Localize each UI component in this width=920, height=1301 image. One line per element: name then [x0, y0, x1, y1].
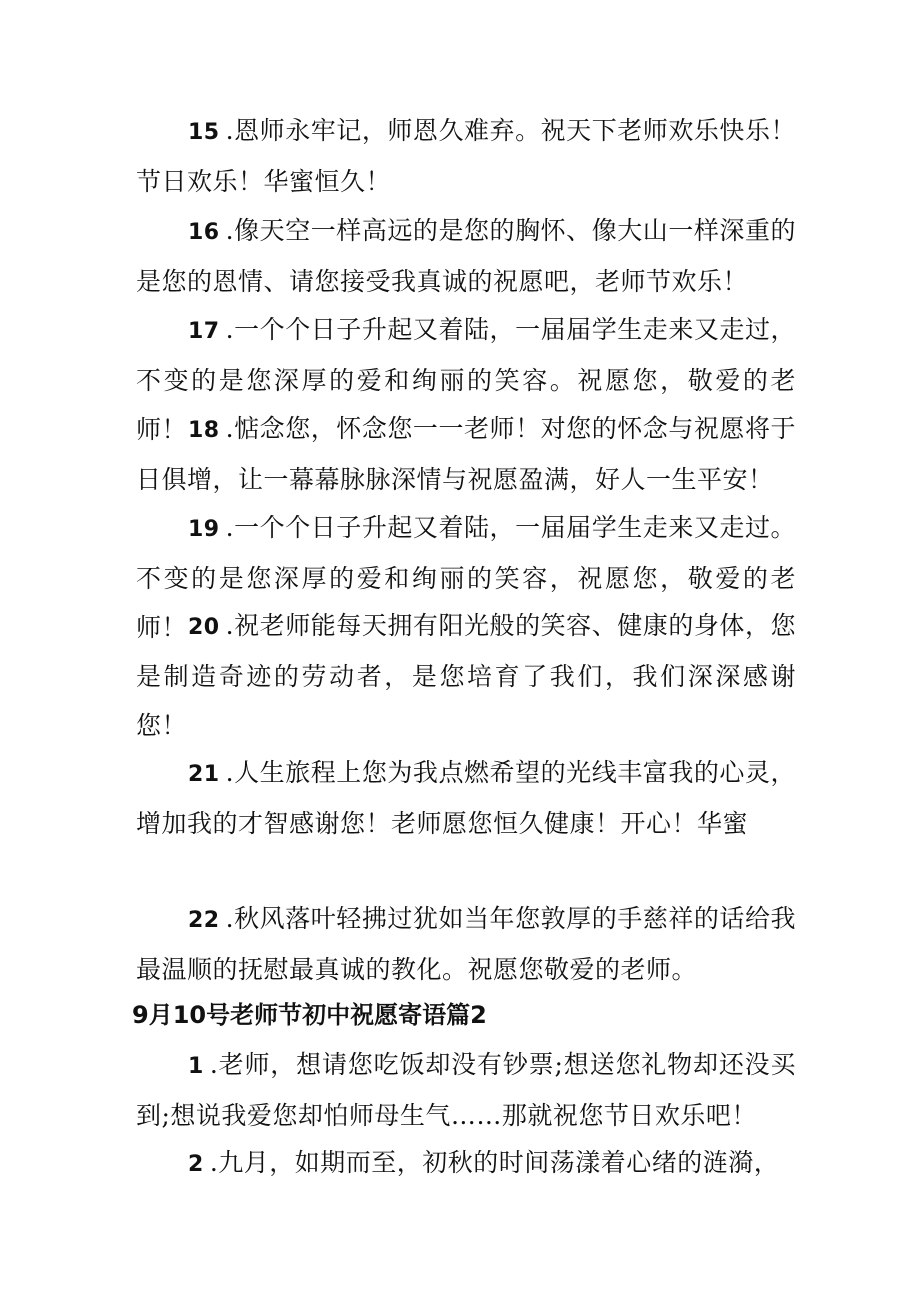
item-number: 1 [188, 1054, 204, 1079]
item-number: 2 [188, 1152, 204, 1177]
wish-item-2 [136, 1138, 796, 1189]
wish-item-22 [136, 894, 796, 994]
item-text: .惦念您，怀念您一一老师！对您的怀念与祝愿将于日俱增，让一幕幕脉脉深情与祝愿盈满，好人一生平安！ [136, 414, 796, 494]
wish-item-1 [136, 1040, 796, 1140]
item-number: 20 [188, 615, 220, 640]
item-text: .祝老师能每天拥有阳光般的笑容、健康的身体，您是制造奇迹的劳动者，是您培育了我们，我们深深感谢您！ [136, 611, 796, 740]
item-text: .一个个日子升起又着陆，一届届学生走来又走过。不变的是您深厚的爱和绚丽的笑容，祝愿您，敬爱的老师！ [136, 513, 796, 642]
item-text: .像天空一样高远的是您的胸怀、像大山一样深重的是您的恩情、请您接受我真诚的祝愿吧，老师节欢乐！ [136, 216, 796, 296]
item-number: 17 [188, 319, 220, 344]
item-text: .老师，想请您吃饭却没有钞票;想送您礼物却还没买到;想说我爱您却怕师母生气……那就祝您节日欢乐吧！ [136, 1050, 796, 1130]
item-text: .人生旅程上您为我点燃希望的光线丰富我的心灵，增加我的才智感谢您！老师愿您恒久健康！开心！华蜜 [136, 758, 796, 838]
item-number: 16 [188, 220, 220, 245]
wish-item-15 [136, 106, 796, 206]
wish-item-21 [136, 748, 796, 848]
wish-item-20 [136, 601, 796, 750]
item-text: .恩师永牢记，师恩久难弃。祝天下老师欢乐快乐！节日欢乐！华蜜恒久！ [136, 116, 796, 196]
item-text: .一个个日子升起又着陆，一届届学生走来又走过，不变的是您深厚的爱和绚丽的笑容。祝愿您，敬爱的老师！ [136, 315, 796, 444]
item-number: 21 [188, 762, 220, 787]
section-heading: 9月10号老师节初中祝愿寄语篇2 [132, 1001, 487, 1029]
item-text: .秋风落叶轻拂过犹如当年您敦厚的手慈祥的话给我最温顺的抚慰最真诚的教化。祝愿您敬爱的老师。 [136, 904, 796, 984]
item-number: 22 [188, 908, 220, 933]
wish-item-16 [136, 206, 796, 306]
item-text: .九月，如期而至，初秋的时间荡漾着心绪的涟漪， [209, 1148, 780, 1177]
item-number: 15 [188, 120, 220, 145]
item-number: 18 [188, 418, 220, 443]
item-number: 19 [188, 517, 220, 542]
wish-item-18 [136, 404, 796, 504]
